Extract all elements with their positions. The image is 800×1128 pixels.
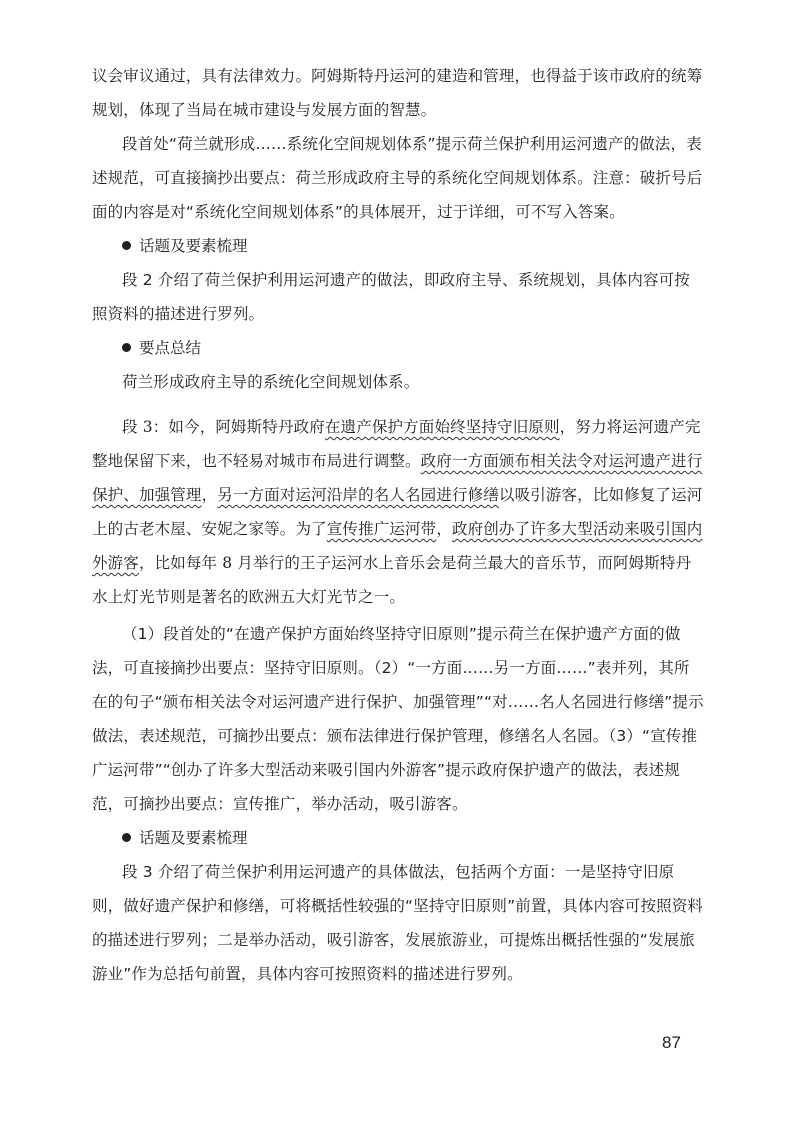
bullet-icon [122,343,131,352]
key-point-text: 荷兰形成政府主导的系统化空间规划体系。 [122,373,420,391]
heading-key-points [122,331,201,365]
source-paragraph-3 [92,410,704,614]
bullet-icon [122,241,131,250]
text-run: ，比如每年 8 月举行的王子运河水上音乐会是荷兰最大的音乐节，而阿姆斯特丹水上灯光节则是著名的欧洲五大灯光节之一。 [92,554,692,606]
text-run: ， [436,520,452,538]
underlined-phrase: 政府一方面颁布相关法令对运河遗产进行保护、加强管理 [92,452,703,504]
underlined-phrase: 在遗产保护方面始终坚持守旧原则 [324,418,560,436]
analysis-paragraph-1: 段首处“荷兰就形成……系统化空间规划体系”提示荷兰保护利用运河遗产的做法，表述规范，可直接摘抄出要点：荷兰形成政府主导的系统化空间规划体系。注意：破折号后面的内容是对“系统化空间规划体系”的具体展开，过于详细，可不写入答案。 [92,135,703,221]
heading-label: 要点总结 [139,339,202,357]
underlined-phrase: 另一方面对运河沿岸的名人名园进行修缮 [217,486,499,504]
heading-topic-elements-1 [122,229,248,263]
page-number: 87 [662,1033,681,1052]
text-run: ， [201,486,218,504]
heading-topic-elements-2 [122,821,248,855]
text-run: 以吸引游客，比如修复了运河上的古老木屋、安妮之家等。为了 [92,486,703,538]
summary-paragraph-3: 段 3 介绍了荷兰保护利用运河遗产的具体做法，包括两个方面：一是坚持守旧原则，做好遗产保护和修缮，可将概括性较强的“坚持守旧原则”前置，具体内容可按照资料的描述进行罗列；二是举办活动，吸引游客，发展旅游业，可提炼出概括性强的“发展旅游业”作为总括句前置，具体内容可按照资料的描述进行罗列。 [92,863,704,983]
text-run: ，努力将运河遗产完整地保留下来，也不轻易对城市布局进行调整。 [92,418,701,470]
underlined-phrase: 政府创办了许多大型活动来吸引国内外游客 [92,520,703,572]
heading-label: 话题及要素梳理 [139,829,248,847]
summary-paragraph-1: 段 2 介绍了荷兰保护利用运河遗产的做法，即政府主导、系统规划，具体内容可按照资料的描述进行罗列。 [92,271,690,323]
underlined-phrase: 宣传推广运河带 [326,520,437,538]
bullet-icon [122,833,131,842]
text-run: 段 3：如今，阿姆斯特丹政府 [122,418,325,436]
heading-label: 话题及要素梳理 [139,237,248,255]
analysis-paragraph-3: （1）段首处的“在遗产保护方面始终坚持守旧原则”提示荷兰在保护遗产方面的做法，可直接摘抄出要点：坚持守旧原则。（2）“一方面……另一方面……”表并列，其所在的句子“颁布相关法令对运河遗产进行保护、加强管理”“对……名人名园进行修缮”提示做法，表述规范，可摘抄出要点：颁布法律进行保护管理，修缮名人名园。（3）“宣传推广运河带”“创办了许多大型活动来吸引国内外游客”提示政府保护遗产的做法，表述规范，可摘抄出要点：宣传推广，举办活动，吸引游客。 [92,625,704,813]
paragraph-continued: 议会审议通过，具有法律效力。阿姆斯特丹运河的建造和管理，也得益于该市政府的统筹规划，体现了当局在城市建设与发展方面的智慧。 [92,67,703,119]
